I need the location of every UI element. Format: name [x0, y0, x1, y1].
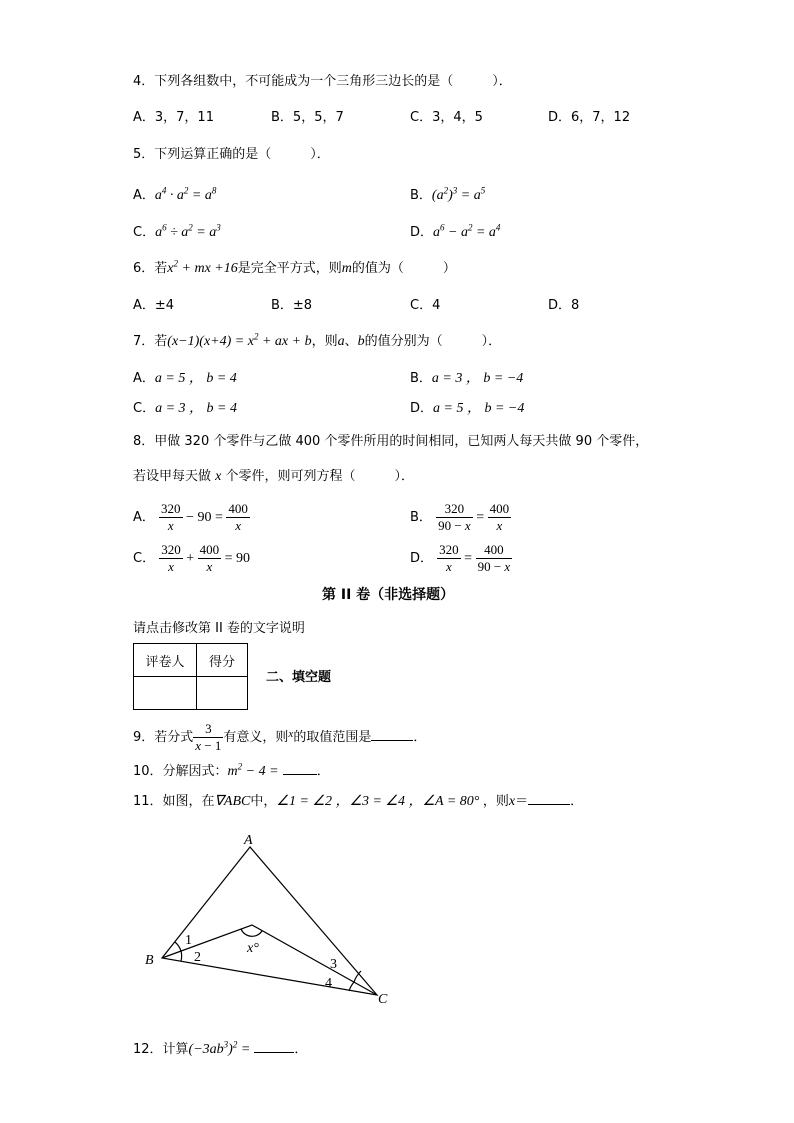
q8-option-b: B． $\frac{320}{90 - x}$ = $\frac{400}{x}$: [410, 501, 510, 533]
q5-stem: 5．下列运算正确的是（ ）．: [133, 147, 330, 162]
q4-option-a: A．3，7，11: [133, 110, 214, 125]
q8-line2: 若设甲每天做 x 个零件，则可列方程（ ）．: [133, 469, 415, 484]
label-angle-x: x°: [247, 941, 259, 956]
q6-option-a: A．±4: [133, 298, 175, 313]
triangle-abc: [162, 847, 377, 995]
q9-answer-blank[interactable]: [371, 728, 413, 741]
q8-line1: 8．甲做 320 个零件与乙做 400 个零件所用的时间相同，已知两人每天共做 90 个零件，: [133, 434, 649, 449]
q12-answer-blank[interactable]: [254, 1040, 294, 1053]
label-angle-3: 3: [330, 957, 337, 972]
angle-arc-x: [241, 929, 262, 936]
q6-option-d: D．8: [548, 298, 580, 313]
label-angle-4: 4: [325, 976, 332, 991]
q8-option-d: D． $\frac{320}{x}$ = $\frac{400}{90 - x}$: [410, 542, 511, 574]
score-cell-score[interactable]: [197, 677, 248, 710]
label-vertex-c: C: [378, 992, 388, 1007]
section-instruction[interactable]: 请点击修改第 II 卷的文字说明: [133, 621, 305, 636]
q4-option-b: B．5，5，7: [271, 110, 344, 125]
q8-option-c: C． $\frac{320}{x}$ + $\frac{400}{x}$ = 90: [133, 542, 251, 574]
angle-arc-2: [181, 951, 182, 961]
q8-option-a: A． $\frac{320}{x}$ − 90 = $\frac{400}{x}$: [133, 501, 248, 533]
q7-option-c: C．a = 3 ， b = 4: [133, 401, 237, 416]
q5-option-d: D．$a^6 - a^2 = a^4$: [410, 222, 501, 240]
q10: 10．分解因式：$m^2 - 4$ = ．: [133, 761, 330, 779]
triangle-figure: [130, 825, 400, 1015]
part-title: 二、填空题: [266, 670, 332, 685]
q12: 12．计算$(-3ab^3)^2$ = ．: [133, 1039, 308, 1057]
q4-stem: 4．下列各组数中，不可能成为一个三角形三边长的是（ ）．: [133, 74, 512, 89]
score-cell-grader[interactable]: [134, 677, 197, 710]
label-angle-2: 2: [194, 950, 201, 965]
q5-option-c: C．$a^6 \div a^2 = a^3$: [133, 222, 221, 240]
score-header-score: 得分: [197, 644, 248, 677]
score-header-grader: 评卷人: [134, 644, 197, 677]
q7-option-a: A．a = 5 ， b = 4: [133, 371, 237, 386]
q10-answer-blank[interactable]: [283, 762, 317, 775]
q7-option-d: D．a = 5 ， b = −4: [410, 401, 525, 416]
score-table: [133, 643, 248, 710]
q4-option-d: D．6，7，12: [548, 110, 631, 125]
q7-stem: 7．若$(x-1)(x+4) = x^2$ + ax + b，则a、b的值分别为（ ）．: [133, 331, 502, 349]
q9: 9．若分式 $\frac{3}{x - 1}$ 有意义，则$^x$的取值范围是 ．: [133, 721, 427, 753]
angle-arc-1: [175, 942, 181, 951]
q4-option-c: C．3，4，5: [410, 110, 483, 125]
q11: 11．如图，在∇ABC中，∠1 = ∠2 ，∠3 = ∠4 ，∠A = 80° ，则x＝ ．: [133, 794, 584, 809]
label-angle-1: 1: [185, 933, 192, 948]
q11-answer-blank[interactable]: [528, 792, 570, 805]
label-vertex-a: A: [244, 833, 253, 848]
q6-option-c: C．4: [410, 298, 441, 313]
q7-option-b: B．a = 3 ， b = −4: [410, 371, 524, 386]
q5-option-b: B．$(a^2)^3 = a^5$: [410, 185, 486, 203]
section-title: 第 II 卷（非选择题）: [322, 587, 455, 603]
q6-option-b: B．±8: [271, 298, 313, 313]
q6-stem: 6．若$x^2$ + mx +16是完全平方式，则m的值为（ ）: [133, 258, 456, 276]
label-vertex-b: B: [145, 953, 154, 968]
q5-option-a: A．$a^4 \cdot a^2 = a^8$: [133, 185, 217, 203]
angle-arc-4: [349, 982, 354, 991]
